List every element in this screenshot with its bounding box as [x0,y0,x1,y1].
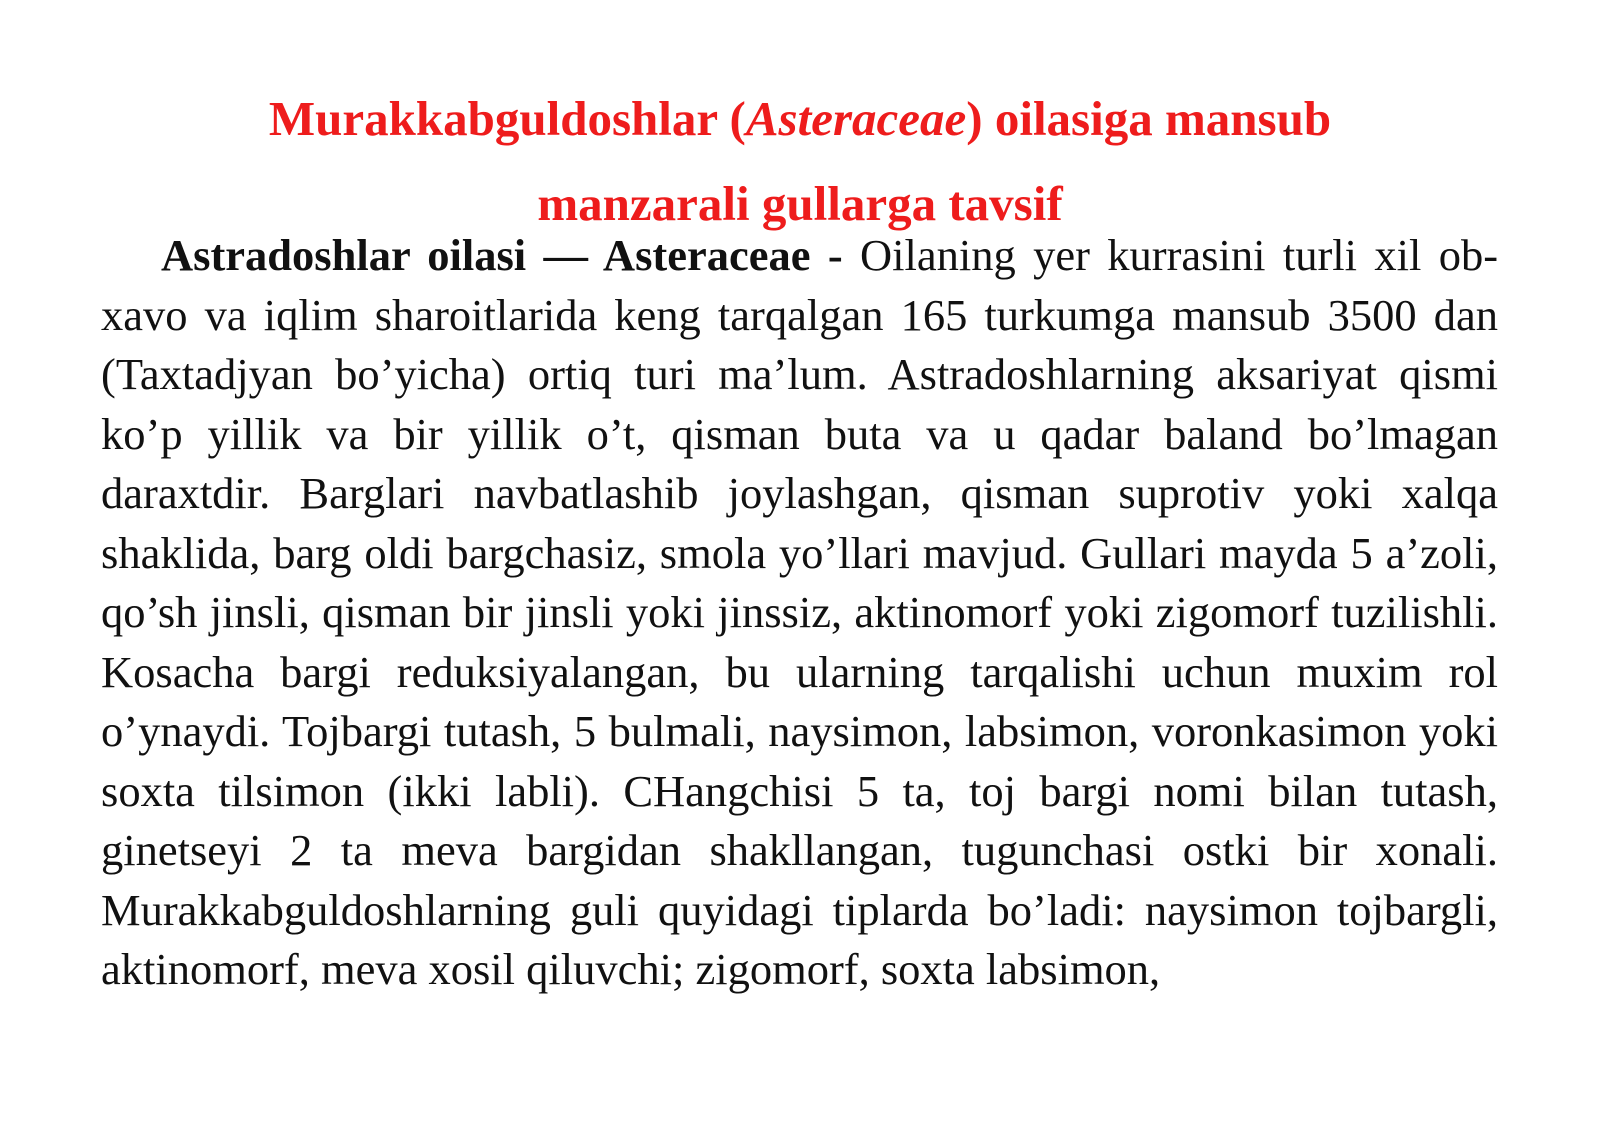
title-suffix: ) oilasiga mansub [966,91,1332,146]
slide-title [0,76,1600,246]
body-paragraph [101,226,1498,1000]
title-latin-name: Asteraceae [745,91,967,146]
title-prefix: Murakkabguldoshlar ( [268,91,746,146]
title-line-2: manzarali gullarga tavsif [537,176,1063,231]
title-line-1 [0,76,1600,161]
body-lead-bold: Astradoshlar oilasi — Asteraceae - [161,230,843,280]
body-text: Oilaning yer kurrasini turli xil ob-xavo va iqlim sharoitlarida keng tarqalgan 165 turkumga mansub 3500 dan (Taxtadjyan bo’yicha) ortiq turi ma’lum. Astradoshlarning aksariyat qismi ko’p yillik va bir yillik o’t, qisman buta va u qadar baland bo’lmagan daraxtdir. Barglari navbatlashib joylashgan, qisman suprotiv yoki xalqa shaklida, barg oldi bargchasiz, smola yo’llari mavjud. Gullari mayda 5 a’zoli, qo’sh jinsli, qisman bir jinsli yoki jinssiz, aktinomorf yoki zigomorf tuzilishli. Kosacha bargi reduksiyalangan, bu ularning tarqalishi uchun muxim rol o’ynaydi. Tojbargi tutash, 5 bulmali, naysimon, labsimon, voronkasimon yoki soxta tilsimon (ikki labli). CHangchisi 5 ta, toj bargi nomi bilan tutash, ginetseyi 2 ta meva bargidan shakllangan, tugunchasi ostki bir xonali. Murakkabguldoshlarning guli quyidagi tiplarda bo’ladi: naysimon tojbargli, aktinomorf, meva xosil qiluvchi; zigomorf, soxta labsimon, [101,230,1499,994]
